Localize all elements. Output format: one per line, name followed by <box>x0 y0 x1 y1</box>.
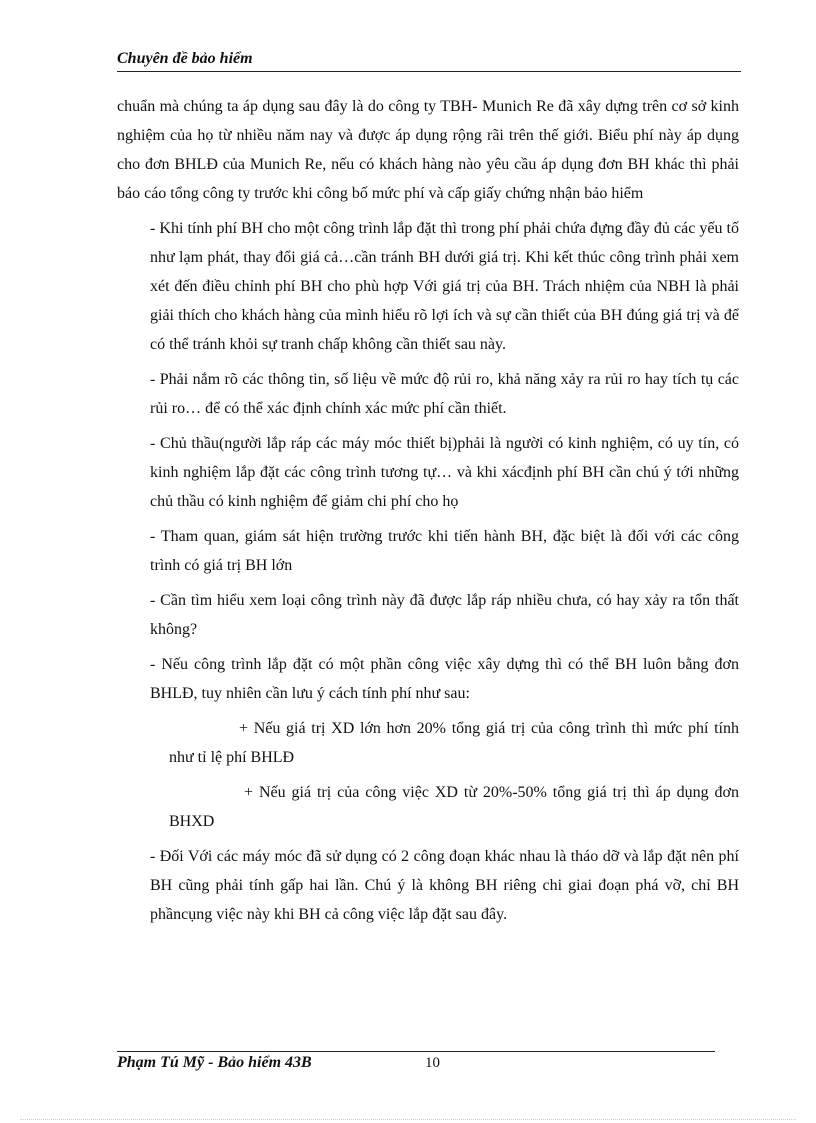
bullet-item: - Nếu công trình lắp đặt có một phần công việc xây dựng thì có thể BH luôn bằng đơn BHLĐ, tuy nhiên cần lưu ý cách tính phí như sau: <box>150 656 739 702</box>
page-edge-divider <box>20 1119 796 1120</box>
footer-author: Phạm Tú Mỹ - Bảo hiểm 43B <box>117 1054 312 1071</box>
page-number: 10 <box>425 1055 440 1071</box>
bullet-item: - Phải nắm rõ các thông tin, số liệu về mức độ rủi ro, khả năng xảy ra rủi ro hay tích tụ các rủi ro… để có thể xác định chính xác mức phí cần thiết. <box>150 371 739 417</box>
header-title: Chuyên đề bảo hiểm <box>117 50 253 67</box>
bullet-item: - Cần tìm hiểu xem loại công trình này đã được lắp ráp nhiều chưa, có hay xảy ra tổn thất không? <box>150 592 739 638</box>
bullet-item: - Chủ thầu(người lắp ráp các máy móc thiết bị)phải là người có kinh nghiệm, có uy tín, có kinh nghiệm lắp đặt các công trình tương tự… và khi xácđịnh phí BH cần chú ý tới những chủ thầu có kinh nghiệm để giảm chi phí cho họ <box>150 435 739 510</box>
footer-divider <box>117 1051 715 1052</box>
sub-item: + Nếu giá trị XD lớn hơn 20% tổng giá trị của công trình thì mức phí tính như tỉ lệ phí BHLĐ <box>169 720 739 766</box>
bullet-item: - Khi tính phí BH cho một công trình lắp đặt thì trong phí phải chứa đựng đầy đủ các yếu tố như lạm phát, thay đổi giá cả…cần tránh BH dưới giá trị. Khi kết thúc công trình phải xem xét đến điều chỉnh phí BH cho phù hợp Với giá trị của BH. Trách nhiệm của NBH là phải giải thích cho khách hàng của mình hiểu rõ lợi ích và sự cần thiết của BH đúng giá trị và để có thể tránh khỏi sự tranh chấp không cần thiết sau này. <box>150 220 739 353</box>
header-divider <box>117 71 741 72</box>
lead-paragraph: chuẩn mà chúng ta áp dụng sau đây là do công ty TBH- Munich Re đã xây dựng trên cơ sở kinh nghiệm của họ từ nhiều năm nay và được áp dụng rộng rãi trên thế giới. Biểu phí này áp dụng cho đơn BHLĐ của Munich Re, nếu có khách hàng nào yêu cầu áp dụng đơn BH khác thì phải báo cáo tổng công ty trước khi công bố mức phí và cấp giấy chứng nhận bảo hiểm <box>117 98 739 202</box>
sub-item: + Nếu giá trị của công việc XD từ 20%-50% tổng giá trị thì áp dụng đơn BHXD <box>169 784 739 830</box>
document-body <box>117 92 739 929</box>
bullet-item: - Đối Với các máy móc đã sử dụng có 2 công đoạn khác nhau là tháo dỡ và lắp đặt nên phí BH cũng phải tính gấp hai lần. Chú ý là không BH riêng chi giai đoạn phá vỡ, chỉ BH phầncụng việc này khi BH cả công việc lắp đặt sau đây. <box>150 848 739 923</box>
bullet-item: - Tham quan, giám sát hiện trường trước khi tiến hành BH, đặc biệt là đối với các công trình có giá trị BH lớn <box>150 528 739 574</box>
